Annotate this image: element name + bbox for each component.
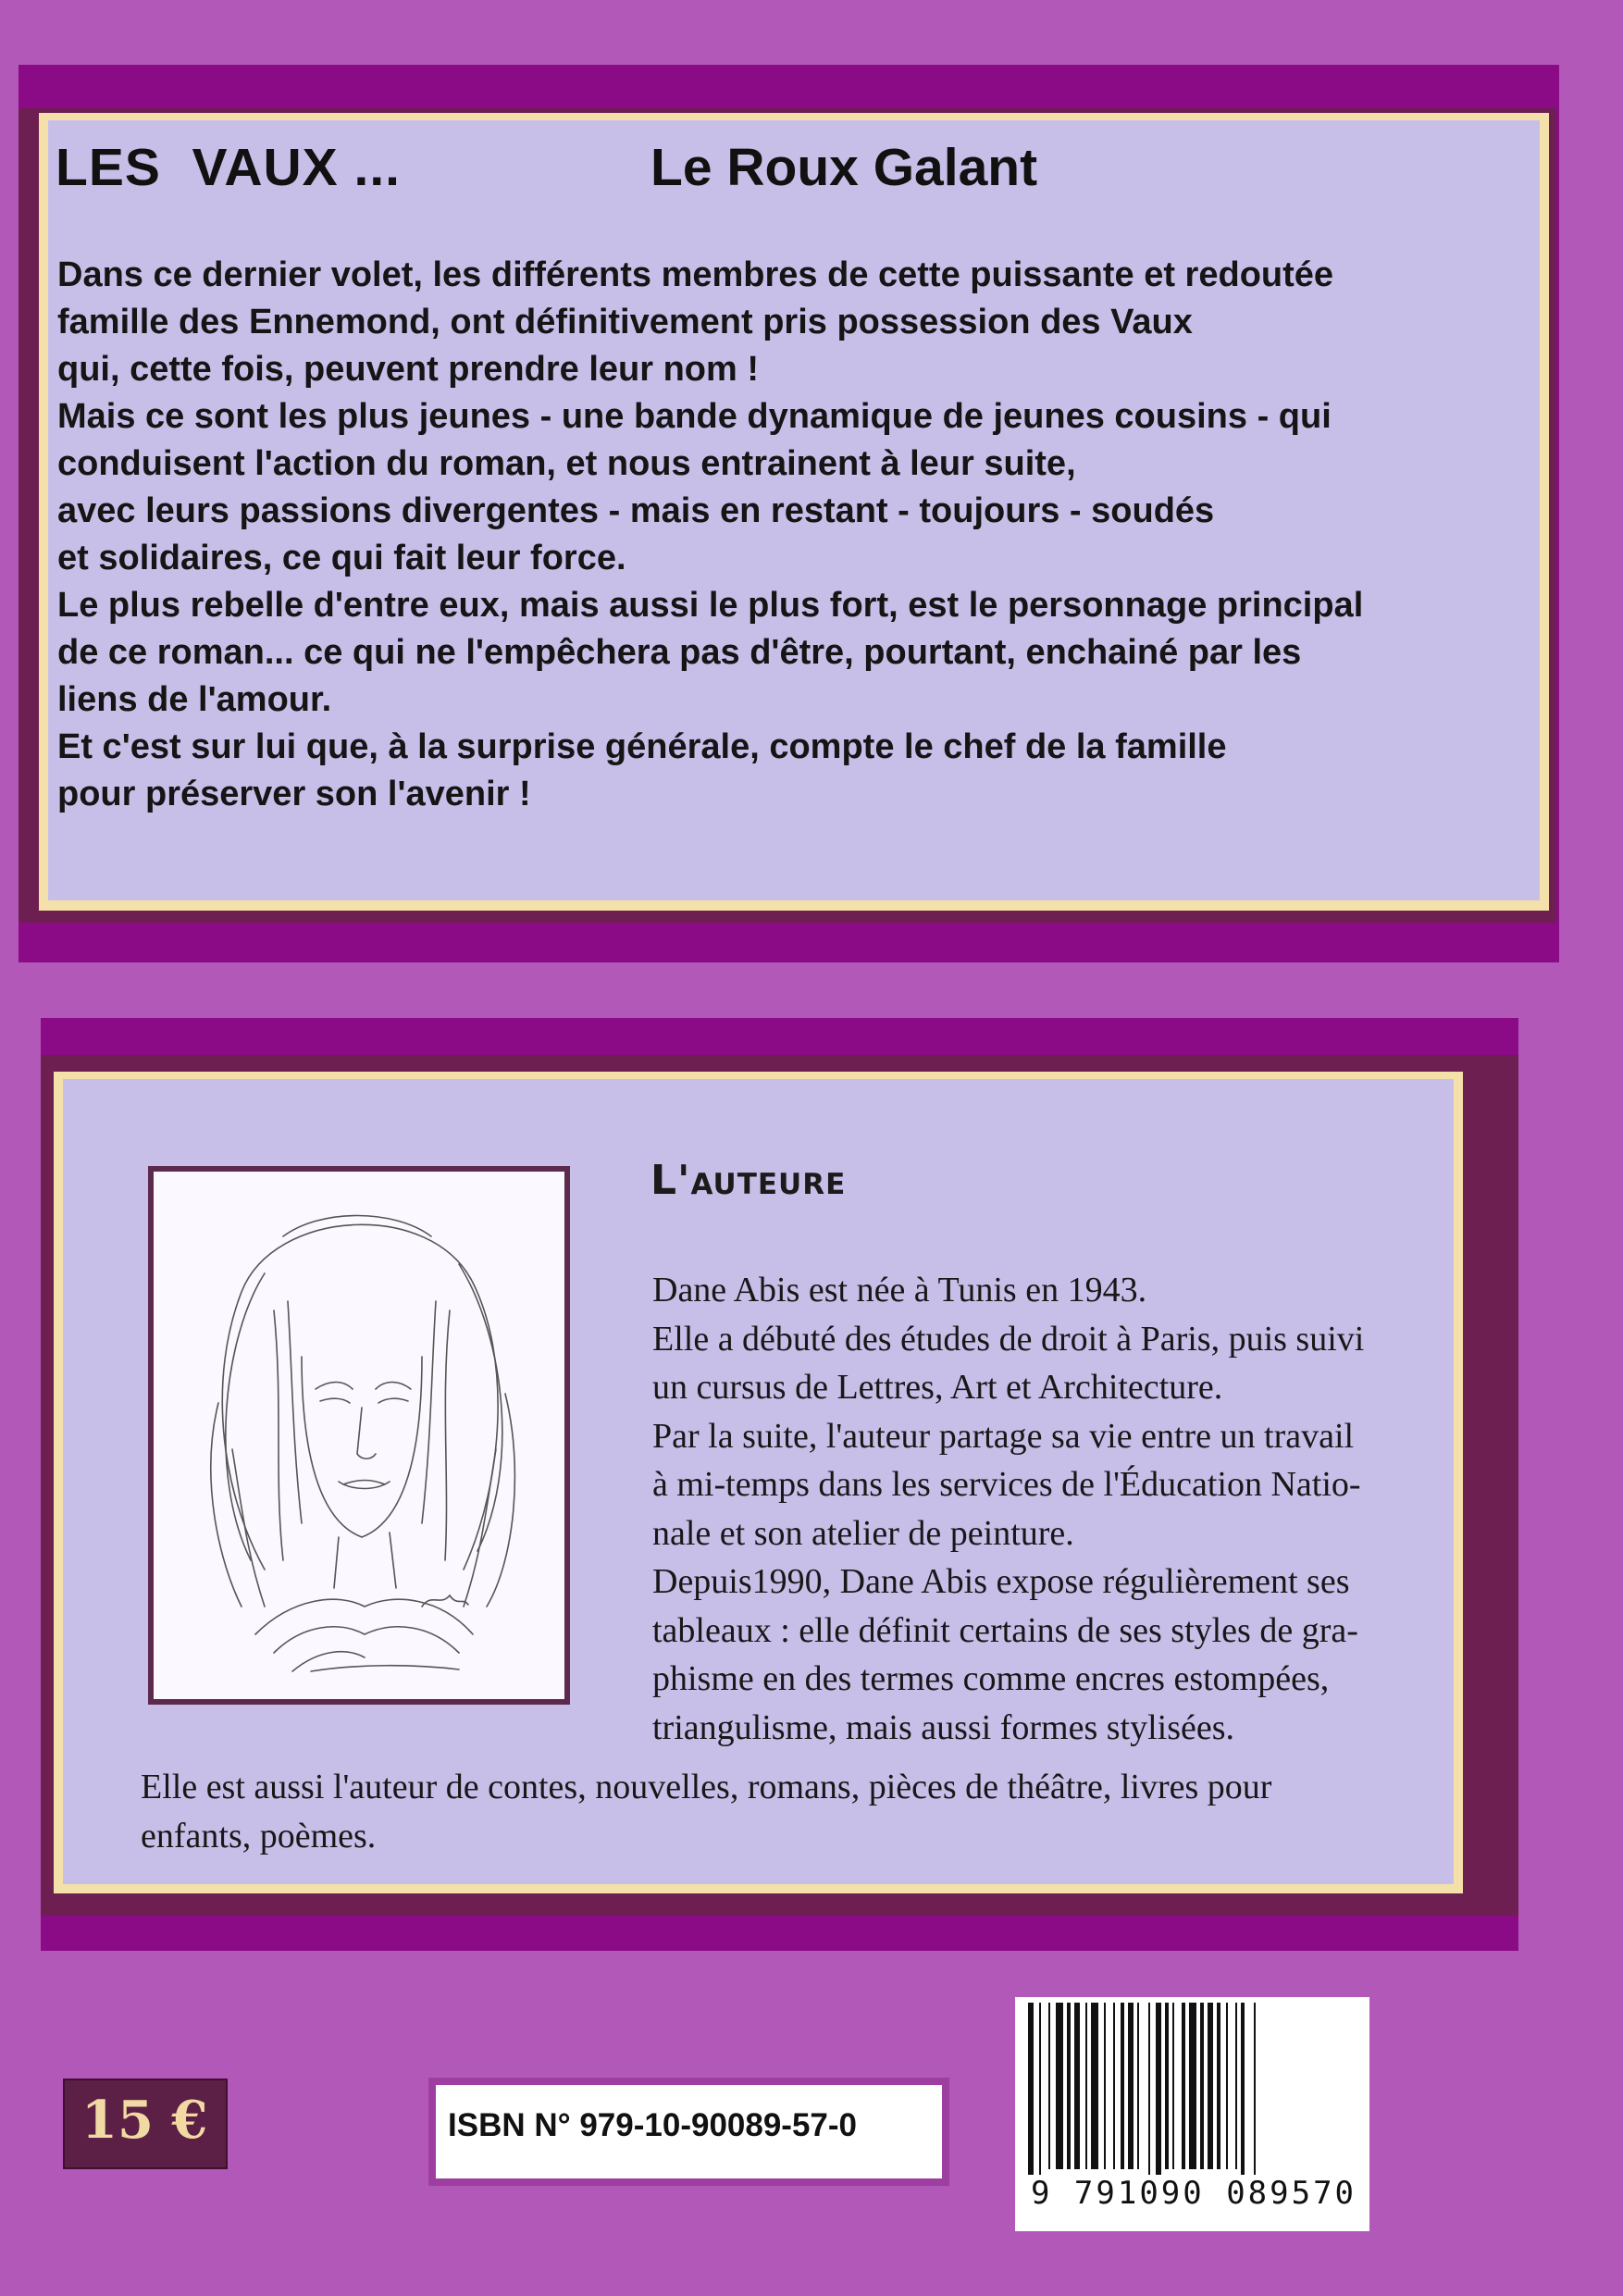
summary-line: de ce roman... ce qui ne l'empêchera pas d'être, pourtant, enchainé par les xyxy=(57,633,1302,672)
summary-line: Mais ce sont les plus jeunes - une bande dynamique de jeunes cousins - qui xyxy=(57,397,1332,436)
author-portrait xyxy=(148,1166,570,1705)
summary-line: Le plus rebelle d'entre eux, mais aussi le plus fort, est le personnage principal xyxy=(57,586,1364,625)
price-label: 15 € xyxy=(81,2090,208,2151)
bio-line: à mi-temps dans les services de l'Éducation Natio- xyxy=(652,1465,1361,1504)
summary-line: Et c'est sur lui que, à la surprise générale, compte le chef de la famille xyxy=(57,727,1227,766)
barcode-digits: 9 791090 089570 xyxy=(1022,2175,1366,2212)
bio-line: Par la suite, l'auteur partage sa vie entre un travail xyxy=(652,1416,1355,1456)
bio-line: Elle a débuté des études de droit à Paris, puis suivi xyxy=(652,1319,1365,1359)
author-bio-continued xyxy=(141,1763,1482,1860)
portrait-sketch-icon xyxy=(154,1172,564,1699)
book-title: Le Roux Galant xyxy=(650,138,1038,197)
bio-line: tableaux : elle définit certains de ses styles de gra- xyxy=(652,1610,1358,1650)
bio-line: nale et son atelier de peinture. xyxy=(652,1513,1074,1553)
summary-line: et solidaires, ce qui fait leur force. xyxy=(57,539,626,577)
bio-line: Dane Abis est née à Tunis en 1943. xyxy=(652,1271,1147,1309)
bio-line: Elle est aussi l'auteur de contes, nouvelles, romans, pièces de théâtre, livres pour xyxy=(141,1768,1272,1806)
summary-line: conduisent l'action du roman, et nous entrainent à leur suite, xyxy=(57,444,1076,483)
bio-line: phisme en des termes comme encres estompées, xyxy=(652,1659,1330,1698)
bio-line: un cursus de Lettres, Art et Architecture. xyxy=(652,1368,1223,1407)
isbn-label: ISBN N° 979-10-90089-57-0 xyxy=(448,2107,858,2143)
summary-line: avec leurs passions divergentes - mais en restant - toujours - soudés xyxy=(57,491,1215,530)
summary-line: liens de l'amour. xyxy=(57,680,332,719)
summary-line: pour préserver son l'avenir ! xyxy=(57,775,531,813)
bio-line: Depuis1990, Dane Abis expose régulièrement ses xyxy=(652,1562,1350,1601)
summary-line: Dans ce dernier volet, les différents membres de cette puissante et redoutée xyxy=(57,255,1334,294)
summary-line: qui, cette fois, peuvent prendre leur nom ! xyxy=(57,350,759,389)
author-heading: L'auteure xyxy=(650,1157,847,1204)
summary-line: famille des Ennemond, ont définitivement pris possession des Vaux xyxy=(57,303,1193,341)
book-summary xyxy=(57,252,1538,818)
series-title: LES VAUX ... xyxy=(56,138,402,197)
bio-line: triangulisme, mais aussi formes stylisées. xyxy=(652,1707,1235,1747)
author-bio xyxy=(652,1266,1485,1752)
bio-line: enfants, poèmes. xyxy=(141,1816,377,1855)
